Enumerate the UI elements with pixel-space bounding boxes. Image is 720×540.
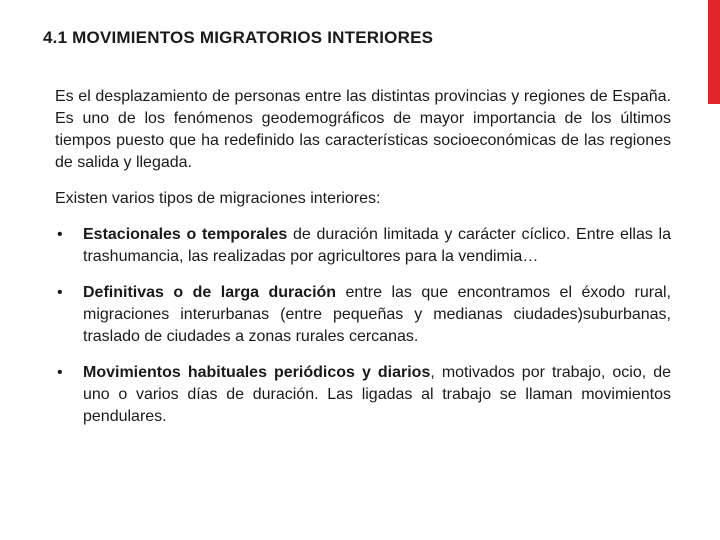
bullet-text: de duración limitada y carácter cíclico. Entre ellas la trashumancia, las realizadas por agricultores para la vendimia… xyxy=(83,226,672,265)
list-item xyxy=(55,362,671,428)
bullet-term: Estacionales o temporales xyxy=(83,226,288,243)
list-item xyxy=(55,224,671,268)
bullet-icon: • xyxy=(57,364,63,381)
accent-bar xyxy=(708,0,720,104)
bullet-text: , motivados por trabajo, ocio, de uno o varios días de duración. Las ligadas al trabajo se llaman movimientos pendulares. xyxy=(83,364,671,425)
bullet-term: Movimientos habituales periódicos y diarios xyxy=(83,364,431,381)
list-item xyxy=(55,282,671,348)
slide-title: 4.1 MOVIMIENTOS MIGRATORIOS INTERIORES xyxy=(43,28,434,47)
bullet-icon: • xyxy=(57,226,63,243)
bullet-term: Definitivas o de larga duración xyxy=(83,284,337,301)
migration-types-list xyxy=(55,224,671,428)
bullet-text: entre las que encontramos el éxodo rural, migraciones interurbanas (entre pequeñas y medianas ciudades)suburbanas, traslado de ciudades a zonas rurales cercanas. xyxy=(83,284,671,345)
slide-content xyxy=(55,86,671,442)
intro-paragraph: Es el desplazamiento de personas entre las distintas provincias y regiones de España. Es uno de los fenómenos geodemográficos de mayor importancia de los últimos tiempos puesto que ha redefinido las características socioeconómicas de las regiones de salida y llegada. xyxy=(55,88,671,171)
types-intro-paragraph: Existen varios tipos de migraciones interiores: xyxy=(55,190,381,207)
bullet-icon: • xyxy=(57,284,63,301)
